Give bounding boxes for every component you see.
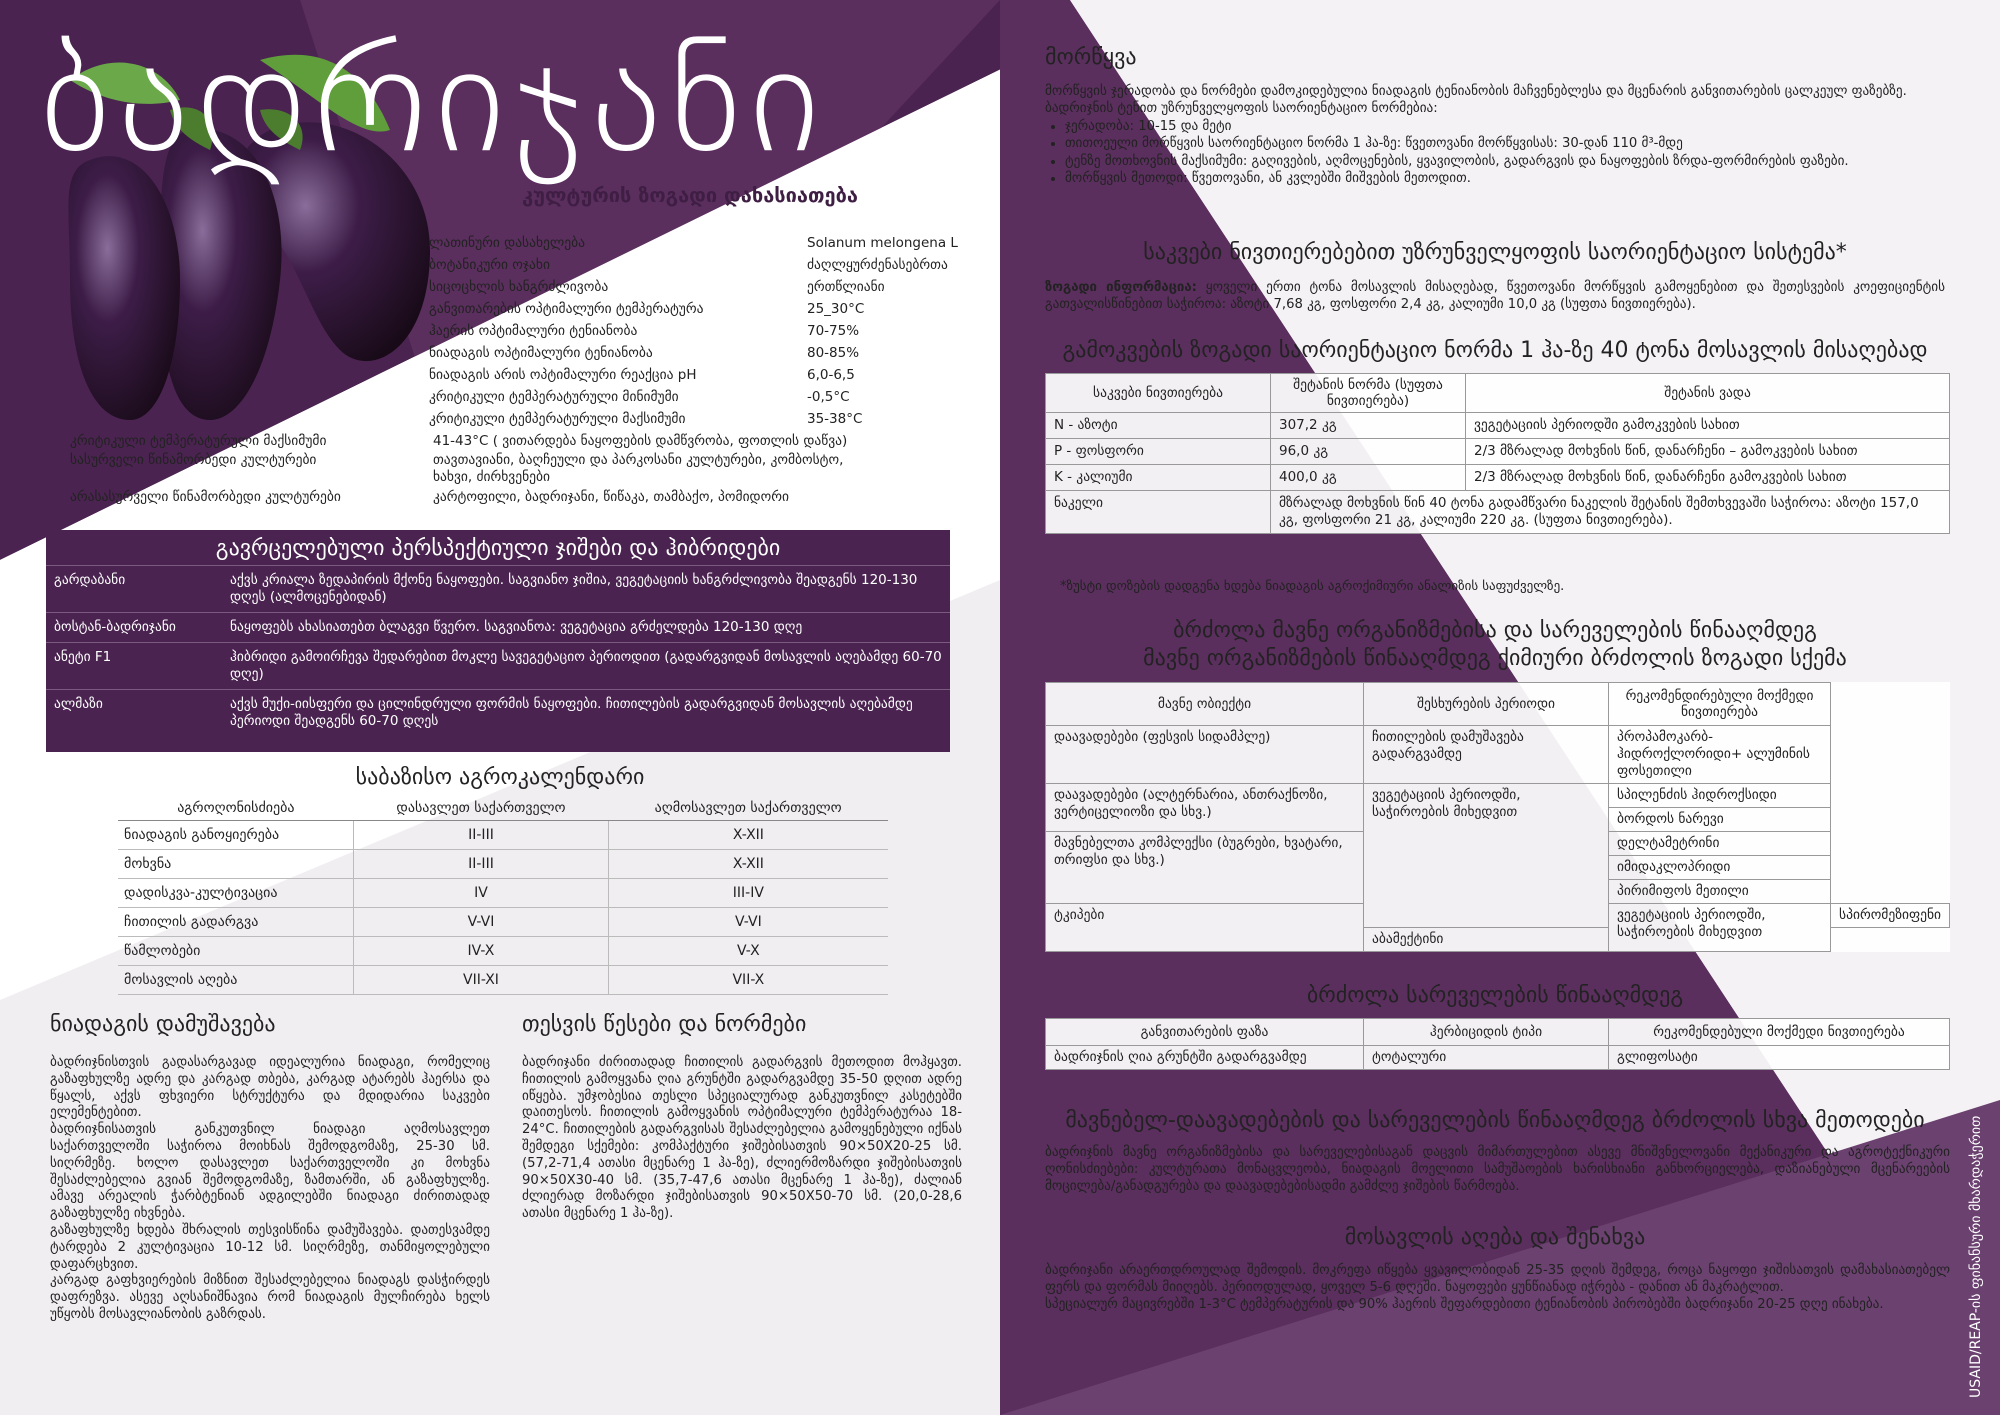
table-cell: III-IV bbox=[608, 879, 888, 908]
variety-name: ალმაზი bbox=[46, 690, 222, 737]
general-label: ნიადაგის ოპტიმალური ტენიანობა bbox=[429, 345, 653, 361]
pests-table bbox=[1045, 682, 1950, 952]
table-row: იმიდაკლოპრიდი bbox=[1046, 856, 1950, 880]
table-row bbox=[425, 276, 962, 298]
general-value: 35-38°C bbox=[807, 411, 863, 427]
soil-text bbox=[50, 1055, 490, 1324]
general-label: ლათინური დასახელება bbox=[429, 235, 585, 251]
list-item: • ჯერადობა: 10-15 და მეტი bbox=[1065, 118, 1945, 136]
weeds-table bbox=[1045, 1018, 1950, 1070]
general-value: 6,0-6,5 bbox=[807, 367, 855, 383]
table-row: ბადრიჯნის ღია გრუნტში გადარგვამდე ტოტალური გლიფოსატი bbox=[1046, 1046, 1950, 1070]
table-cell: V-VI bbox=[608, 908, 888, 937]
weeds-heading: ბრძოლა სარეველების წინააღმდეგ bbox=[1306, 983, 1684, 1008]
general-value: 70-75% bbox=[807, 323, 860, 339]
table-cell: მოსავლის აღება bbox=[118, 966, 354, 995]
table-cell: IV-X bbox=[354, 937, 609, 966]
variety-desc: აქვს მუქი-იისფერი და ცილინდრული ფორმის ნაყოფები. ჩითილების გადარგვიდან მოსავლის აღებამდე პერიოდი შეადგენს 60-70 დღეს bbox=[222, 690, 950, 737]
table-row bbox=[46, 566, 950, 613]
general-table bbox=[425, 232, 962, 430]
table-row bbox=[425, 342, 962, 364]
table-row bbox=[118, 937, 888, 966]
fertilizer-table bbox=[1045, 373, 1950, 534]
column-header: შეტანის ნორმა (სუფთა ნივთიერება) bbox=[1271, 374, 1466, 413]
page-title: ბადრიჯანი bbox=[40, 13, 828, 187]
variety-name: ბოსტან-ბადრიჯანი bbox=[46, 613, 222, 643]
table-cell: V-X bbox=[608, 937, 888, 966]
credit-text: USAID/REAP-ის ფინანსური მხარდაჭერით bbox=[1968, 1115, 1984, 1398]
table-row: N - აზოტი 307,2 კგ ვეგეტაციის პერიოდში გამოკვების სახით bbox=[1046, 413, 1950, 439]
varieties-table bbox=[46, 566, 950, 736]
table-row: K - კალიუმი 400,0 კგ 2/3 მზრალად მოხვნის წინ, დანარჩენი გამოკვების სახით bbox=[1046, 465, 1950, 491]
soil-paragraph: გაზაფხულზე ხდება შხრალის თესვისწინა დამუშავება. დათესვამდე ტარდება 2 კულტივაცია 10-12 სმ. სიღრმეზე, თანმიყოლებული დაფარცხვით. bbox=[50, 1222, 490, 1272]
table-cell: წამლობები bbox=[118, 937, 354, 966]
table-row bbox=[46, 613, 950, 643]
table-row bbox=[425, 298, 962, 320]
other-methods-heading: მავნებელ-დაავადებების და სარეველების წინააღმდეგ ბრძოლის სხვა მეთოდები bbox=[1065, 1108, 1925, 1133]
table-cell: დადისკვა-კულტივაცია bbox=[118, 879, 354, 908]
table-cell: ნიადაგის განოყიერება bbox=[118, 821, 354, 850]
general-value: Solanum melongena L bbox=[807, 235, 958, 251]
general-heading: კულტურის ზოგადი დახასიათება bbox=[522, 183, 858, 207]
general-value: -0,5°C bbox=[807, 389, 850, 405]
nutrition-heading: საკვები ნივთიერებებით უზრუნველყოფის საორიენტაციო სისტემა* bbox=[1143, 240, 1847, 265]
general-label: კრიტიკული ტემპერატურული მინიმუმი bbox=[429, 389, 679, 405]
table-row: დაავადებები (ფესვის სიდამპლე) ჩითილების დამუშავება გადარგვამდე პროპამოკარბ-ჰიდროქლორიდი+ ალუმინის ფოსეთილი bbox=[1046, 726, 1950, 784]
table-row bbox=[46, 643, 950, 690]
varieties-box bbox=[46, 530, 950, 752]
table-row bbox=[425, 254, 962, 276]
table-row bbox=[425, 408, 962, 430]
column-header: განვითარების ფაზა bbox=[1046, 1019, 1364, 1046]
soil-paragraph: ბადრიჯნისათვის განკუთვნილ ნიადაგი აღმოსავლეთ საქართველოში საჭიროა მოიხნას შემოდგომაზე, 25-30 სმ. სიღრმეზე. ხოლო დასავლეთ საქართველოში კი მოხვნა შესაძლებელია გვიან შემოდგომაზე, ზამთარში, ან გაზაფხულზე. ამავე არეალის ჭარბტენიან ადგილებში ნიადაგი ძირითადად გაზაფხულზე იხვნება. bbox=[50, 1122, 490, 1222]
table-row: პირიმიფოს მეთილი bbox=[1046, 880, 1950, 904]
table-row: ბორდოს ნარევი bbox=[1046, 808, 1950, 832]
variety-name: ანეტი F1 bbox=[46, 643, 222, 690]
other-methods-text: ბადრიჯნის მავნე ორგანიზმებისა და სარეველებისაგან დაცვის მიმართულებით ასევე მნიშვნელოვანი მექანიკური და აგროტექნიკური ღონისძიებები: კულტურათა მონაცვლეობა, ნიადაგის მოელითი სამუშაოების ხარისხიანი განხორციელება, დაზიანებული მცენარეების მოცილება/განადგურება და დაავადებებისადმი გამძლე ჯიშების წარმოება. bbox=[1045, 1145, 1950, 1194]
fertilizer-footnote: *ზუსტი დოზების დადგენა ხდება ნიადაგის აგროქიმიური ანალიზის საფუძველზე. bbox=[1060, 579, 1565, 594]
table-cell: IV bbox=[354, 879, 609, 908]
variety-desc: ნაყოფებს ახასიათებთ ბლაგვი წვერო. საგვიანოა: ვეგეტაცია გრძელდება 120-130 დღე bbox=[222, 613, 950, 643]
column-header: რეკომენდებული მოქმედი ნივთიერება bbox=[1609, 1019, 1950, 1046]
table-row bbox=[46, 690, 950, 737]
general-value: ძაღლყურძენასებრთა bbox=[807, 257, 948, 273]
table-row: კრიტიკული ტემპერატურული მაქსიმუმი 41-43°C ( ვითარდება ნაყოფების დამწვრობა, ფოთლის დაწვა) bbox=[70, 433, 848, 449]
varieties-heading: გავრცელებული პერსპექტიული ჯიშები და ჰიბრიდები bbox=[46, 530, 950, 566]
column-header: მავნე ობიექტი bbox=[1046, 683, 1364, 726]
general-label: სიცოცხლის ხანგრძლივობა bbox=[429, 279, 609, 295]
table-row: აბამექტინი bbox=[1046, 928, 1950, 952]
table-cell: VII-XI bbox=[354, 966, 609, 995]
table-row: ნაკელი მზრალად მოხვნის წინ 40 ტონა გადამწვარი ნაკელის შეტანის შემთხვევაში საჭიროა: აზოტი 157,0 კგ, ფოსფორი 21 კგ, კალიუმი 220 კგ. (სუფთა ნივთიერება). bbox=[1046, 491, 1950, 534]
harvest-text: ბადრიჯანი არაერთდროულად შემოდის. მოკრეფა იწყება ყვავილობიდან 25-35 დღის შემდეგ, როცა ნაყოფი ჯიშისათვის დამახასიათებელ ფერს და ფორმას მიიღებს. პერიოდულად, ყოველ 5-6 დღეში. ნაყოფები ყუნწიანად იჭრება - დანით ან მაკრატლით. სპეციალურ მაცივრებში 1-3°C ტემპერატურის და 90% ჰაერის შეფარდებითი ტენიანობის პირობებში ბადრიჯანი 20-25 დღე ინახება. bbox=[1045, 1263, 1950, 1312]
general-label: ბოტანიკური ოჯახი bbox=[429, 257, 550, 273]
table-row bbox=[425, 364, 962, 386]
soil-heading: ნიადაგის დამუშავება bbox=[50, 1012, 276, 1037]
table-cell: V-VI bbox=[354, 908, 609, 937]
pests-heading: ბრძოლა მავნე ორგანიზმებისა და სარეველების წინააღმდეგ მავნე ორგანიზმების წინააღმდეგ ქიმიური ბრძოლის ზოგადი სქემა bbox=[1143, 618, 1847, 671]
list-item: • ტენზე მოთხოვნის მაქსიმუმი: გაღივების, აღმოცენების, ყვავილობის, გადარგვის და ნაყოფების ზრდა-ფორმირების ფაზები. bbox=[1065, 153, 1945, 171]
column-header: საკვები ნივთიერება bbox=[1046, 374, 1271, 413]
table-cell: X-XII bbox=[608, 850, 888, 879]
general-label: ჰაერის ოპტიმალური ტენიანობა bbox=[429, 323, 638, 339]
column-header: ჰერბიციდის ტიპი bbox=[1364, 1019, 1609, 1046]
table-row bbox=[118, 966, 888, 995]
table-row bbox=[425, 232, 962, 254]
sowing-heading: თესვის წესები და ნორმები bbox=[522, 1012, 807, 1037]
table-cell: II-III bbox=[354, 821, 609, 850]
table-cell: მოხვნა bbox=[118, 850, 354, 879]
general-table-extra bbox=[66, 430, 857, 508]
table-cell: X-XII bbox=[608, 821, 888, 850]
column-header: შესხურების პერიოდი bbox=[1364, 683, 1609, 726]
table-row bbox=[118, 821, 888, 850]
table-cell: II-III bbox=[354, 850, 609, 879]
variety-desc: აქვს კრიალა ზედაპირის მქონე ნაყოფები. საგვიანო ჯიშია, ვეგეტაციის ხანგრძლივობა შეადგენს 120-130 დღეს (ალმოცენებიდან) bbox=[230, 572, 918, 605]
table-row: დაავადებები (ალტერნარია, ანთრაქნოზი, ვერტიცელიოზი და სხვ.) ვეგეტაციის პერიოდში, საჭიროების მიხედვით სპილენძის ჰიდროქსიდი bbox=[1046, 784, 1950, 808]
calendar-table bbox=[118, 796, 888, 995]
table-cell: ჩითილის გადარგვა bbox=[118, 908, 354, 937]
column-header: აგროღონისძიება bbox=[118, 796, 354, 821]
soil-paragraph: კარგად გაფხვიერების მიზნით შესაძლებელია ნიადაგს დასჭირდეს დაფრეზვა. ასევე აღსანიშნავია რომ ნიადაგის მულჩირება ხელს უწყობს მოსავლიანობის გაზრდას. bbox=[50, 1273, 490, 1322]
table-row: P - ფოსფორი 96,0 კგ 2/3 მზრალად მოხვნის წინ, დანარჩენი – გამოკვების სახით bbox=[1046, 439, 1950, 465]
soil-paragraph: ბადრიჯნისთვის გადასარგავად იდეალურია ნიადაგი, რომელიც გაზაფხულზე ადრე და კარგად თბება, კარგად ატარებს ჰაერსა და წყალს, აქვს ფხვიერი სტრუქტურა და მდიდარია საკვები ელემენტებით. bbox=[50, 1055, 490, 1121]
variety-desc: ჰიბრიდი გამოირჩევა შედარებით მოკლე სავეგეტაციო პერიოდით (გადარგვიდან მოსავლის აღებამდე 60-70 დღე) bbox=[222, 643, 950, 690]
variety-name: გარდაბანი bbox=[54, 572, 126, 588]
general-label: ნიადაგის არის ოპტიმალური რეაქცია pH bbox=[429, 367, 697, 383]
column-header: აღმოსავლეთ საქართველო bbox=[608, 796, 888, 821]
general-value: 25_30°C bbox=[807, 301, 865, 317]
table-row bbox=[118, 908, 888, 937]
table-row bbox=[425, 386, 962, 408]
general-label: კრიტიკული ტემპერატურული მაქსიმუმი bbox=[429, 411, 686, 427]
nutrition-text: ზოგადი ინფორმაცია: ყოველი ერთი ტონა მოსავლის მისაღებად, წვეთოვანი მორწყვის გამოყენებით და შეთესვების კოეფიციენტის გათვალისწინებით საჭიროა: აზოტი 7,68 კგ, ფოსფორი 2,4 კგ, კალიუმი 10,0 კგ (სუფთა ნივთიერება). bbox=[1045, 280, 1945, 312]
list-item: • მორწყვის მეთოდი: წვეთოვანი, ან კვლებში მიშვების მეთოდით. bbox=[1065, 170, 1945, 188]
calendar-heading: საბაზისო აგროკალენდარი bbox=[355, 765, 645, 790]
list-item: • თითოეული მორწყვის საორიენტაციო ნორმა 1 ჰა-ზე: წვეთოვანი მორწყვისას: 30-დან 110 მ³-მდე bbox=[1065, 135, 1945, 153]
table-row: მავნებელთა კომპლექსი (ბუგრები, ხვატარი, თრიფსი და სხვ.) დელტამეტრინი bbox=[1046, 832, 1950, 856]
table-cell: VII-X bbox=[608, 966, 888, 995]
column-header: დასავლეთ საქართველო bbox=[354, 796, 609, 821]
harvest-heading: მოსავლის აღება და შენახვა bbox=[1344, 1225, 1646, 1250]
general-value: 80-85% bbox=[807, 345, 860, 361]
irrigation-text: მორწყვის ჯერადობა და ნორმები დამოკიდებულია ნიადაგის ტენიანობის მაჩვენებლესა და მცენარის განვითარების ცალკეულ ფაზებზე. ბადრიჯნის ტენით უზრუნველყოფის საორიენტაციო ნორმებია: • ჯერადობა: 10-15 და მეტი • თითოეული მორწყვის საორიენტაციო ნორმა 1 ჰა-ზე: წვეთოვანი მორწყვისას: 30-დან 110 მ³-მდე • ტენზე მოთხოვნის მაქსიმუმი: გაღივების, აღმოცენების, ყვავილობის, გადარგვის და ნაყოფების ზრდა-ფორმირების ფაზები. • მორწყვის მეთოდი: წვეთოვანი, ან კვლებში მიშვების მეთოდით. bbox=[1045, 84, 1945, 188]
table-row: სასურველი წინამორბედი კულტურები თავთავიანი, ბაღჩეული და პარკოსანი კულტურები, კომბოსტო, ხახვი, ძირხვენები bbox=[70, 452, 844, 485]
general-value: ერთწლიანი bbox=[807, 279, 885, 295]
table-row: არასასურველი წინამორბედი კულტურები კარტოფილი, ბადრიჯანი, წიწაკა, თამბაქო, პომიდორი bbox=[70, 489, 789, 505]
table-row bbox=[118, 850, 888, 879]
column-header: რეკომენდირებული მოქმედი ნივთიერება bbox=[1609, 683, 1831, 726]
table-row bbox=[118, 879, 888, 908]
irrigation-heading: მორწყვა bbox=[1045, 45, 1137, 70]
table-row: ტკიპები ვეგეტაციის პერიოდში, საჭიროების მიხედვით სპირომეზიფენი bbox=[1046, 904, 1950, 928]
fertilizer-heading: გამოკვების ზოგადი საორიენტაციო ნორმა 1 ჰა-ზე 40 ტონა მოსავლის მისაღებად bbox=[1062, 338, 1928, 363]
table-row bbox=[425, 320, 962, 342]
sowing-text: ბადრიჯანი ძირითადად ჩითილის გადარგვის მეთოდით მოჰყავთ. ჩითილის გამოყვანა ღია გრუნტში გადარგვამდე 35-50 დღით ადრე იწყება. უმჯობესია თესლი სპეციალურად განკუთვნილ კასეტებში დაითესოს. ჩითილის გამოყვანის ოპტიმალური ტემპერატურაა 18-24°C. ჩითილების გადარგვისას შესაძლებელია გამოყენებული იქნას შემდეგი სქემები: კომპაქტური ჯიშებისათვის 90×50X20-25 სმ. (57,2-71,4 ათასი მცენარე 1 ჰა-ზე), ძლიერმოზარდი ჯიშებისათვის 90×50X30-40 სმ. (35,7-47,6 ათასი მცენარე 1 ჰა-ზე), ძალიან ძლიერად მოზარდი ჯიშებისათვის 90×50X50-70 სმ. (20,0-28,6 ათასი მცენარე 1 ჰა-ზე). bbox=[522, 1055, 962, 1222]
column-header: შეტანის ვადა bbox=[1466, 374, 1950, 413]
general-label: განვითარების ოპტიმალური ტემპერატურა bbox=[429, 301, 704, 317]
